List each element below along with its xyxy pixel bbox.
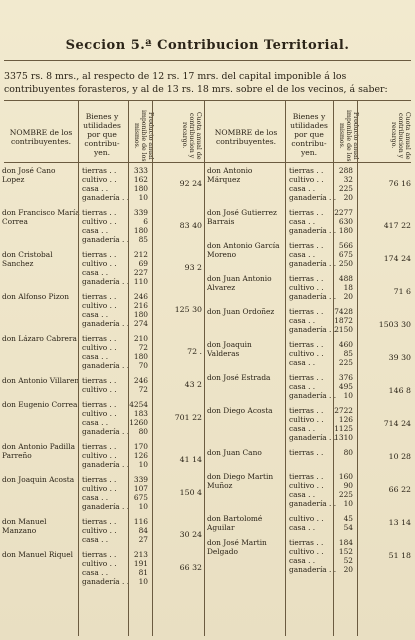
asset-label: casa . . [82,568,109,577]
asset-value: 225 [338,490,353,499]
right-contributor-row [207,472,413,508]
asset-label: casa . . [82,493,109,502]
contributor-name: don Manuel Riquel [2,550,74,559]
asset-value: 107 [133,484,148,493]
right-col-name-header: NOMBRE de los contribuyentes. [214,128,278,146]
quota-value: 174 24 [383,254,411,263]
contributor-name: don Juan Ordoñez [207,307,275,316]
asset-value: 45 [343,514,353,523]
quota-value: 41 14 [179,455,202,464]
left-contributor-row [2,292,204,328]
asset-value: 90 [343,481,353,490]
asset-value: 333 [133,166,148,175]
asset-label: tierras . . [82,550,117,559]
asset-label: tierras . . [289,448,324,457]
asset-value: 72 [138,343,148,352]
asset-label: tierras . . [82,250,117,259]
asset-label: cultivo . . [82,301,117,310]
quota-value: 43 2 [184,380,202,389]
right-contributor-row [207,241,413,268]
asset-value: 566 [338,241,353,250]
asset-value: 180 [133,184,148,193]
asset-value: 160 [338,472,353,481]
asset-label: tierras . . [289,538,324,547]
asset-label: ganadería . . [289,292,337,301]
quota-value: 1503 30 [378,320,411,329]
asset-value: 54 [343,523,353,532]
asset-value: 85 [343,349,353,358]
title-rule [4,60,411,61]
asset-value: 4254 [129,400,148,409]
asset-value: 288 [338,166,353,175]
asset-label: tierras . . [82,376,117,385]
asset-label: casa . . [82,226,109,235]
asset-value: 191 [133,559,148,568]
asset-value: 246 [133,292,148,301]
contributor-name: don Manuel Manzano [2,517,47,535]
asset-value: 52 [343,556,353,565]
asset-value: 2150 [334,325,353,334]
asset-label: casa . . [82,310,109,319]
asset-value: 80 [138,427,148,436]
asset-label: ganadería . . [82,460,130,469]
contributor-name: don José Martin Delgado [207,538,267,556]
asset-label: tierras . . [82,208,117,217]
asset-label: tierras . . [82,334,117,343]
contributor-name: don Bartolomé Aguilar [207,514,263,532]
asset-label: cultivo . . [289,547,324,556]
asset-value: 212 [133,250,148,259]
asset-label: ganadería . . [82,235,130,244]
asset-value: 27 [138,535,148,544]
intro-paragraph: 3375 rs. 8 mrs., al respecto de 12 rs. 17 mrs. del capital imponible á los contribuyentes forasteros, y al de 13 rs. 18 mrs. sobre el de los vecinos, á saber: [4,71,388,95]
asset-label: ganadería . . [289,259,337,268]
asset-label: cultivo . . [82,484,117,493]
contributor-name: don Diego Acosta [207,406,273,415]
left-col-bienes-header: Bienes y utilidades por que contribu-yen. [83,112,121,157]
quota-value: 92 24 [179,179,202,188]
asset-value: 126 [338,415,353,424]
asset-label: ganadería . . [289,433,337,442]
asset-value: 184 [338,538,353,547]
asset-label: cultivo . . [82,217,117,226]
left-contributor-row [2,475,204,511]
right-contributor-row [207,274,413,301]
quota-value: 150 4 [179,488,202,497]
contributor-name: don José Cano Lopez [2,166,56,184]
asset-label: tierras . . [289,166,324,175]
asset-value: 376 [338,373,353,382]
quota-value: 701 22 [174,413,202,422]
asset-label: cultivo . . [82,526,117,535]
asset-value: 10 [138,460,148,469]
asset-value: 152 [338,547,353,556]
asset-label: tierras . . [289,472,324,481]
asset-value: 81 [138,568,148,577]
asset-label: ganadería . . [289,226,337,235]
quota-value: 51 18 [388,551,411,560]
right-contributor-row [207,538,413,574]
asset-value: 250 [338,259,353,268]
center-divider [204,100,205,636]
asset-label: casa . . [289,250,316,259]
asset-label: cultivo . . [289,349,324,358]
asset-label: casa . . [289,382,316,391]
left-contributor-row [2,334,204,370]
quota-value: 39 30 [388,353,411,362]
asset-value: 116 [133,517,148,526]
asset-value: 69 [138,259,148,268]
asset-value: 1125 [334,424,353,433]
asset-label: casa . . [82,535,109,544]
asset-value: 225 [338,358,353,367]
asset-value: 675 [133,493,148,502]
asset-value: 170 [133,442,148,451]
asset-value: 10 [138,502,148,511]
asset-label: tierras . . [82,517,117,526]
contributor-name: don Juan Cano [207,448,262,457]
left-col-divider [152,100,153,636]
asset-value: 213 [133,550,148,559]
asset-label: casa . . [289,424,316,433]
contributor-name: don Antonio Villaren [2,376,80,385]
asset-label: ganadería . . [289,391,337,400]
right-contributor-row [207,340,413,367]
asset-value: 495 [338,382,353,391]
asset-value: 20 [343,292,353,301]
asset-label: casa . . [289,523,316,532]
quota-value: 146 8 [388,386,411,395]
asset-label: casa . . [82,418,109,427]
contributor-name: don Antonio Padilla Parreño [2,442,76,460]
asset-value: 10 [138,193,148,202]
asset-value: 110 [133,277,148,286]
asset-value: 6 [143,217,148,226]
asset-value: 85 [138,235,148,244]
asset-value: 274 [133,319,148,328]
right-contributor-row [207,307,413,334]
asset-value: 18 [343,283,353,292]
left-contributor-row [2,517,204,544]
asset-value: 1260 [129,418,148,427]
asset-label: casa . . [289,556,316,565]
quota-value: 83 40 [179,221,202,230]
contributor-name: don José Estrada [207,373,271,382]
contributor-name: don Eugenio Correa [2,400,78,409]
asset-value: 180 [133,310,148,319]
asset-label: tierras . . [289,340,324,349]
contributor-name: don José Gutierrez Barrais [207,208,277,226]
asset-label: casa . . [82,268,109,277]
asset-value: 70 [138,361,148,370]
contributor-name: don Francisco María Correa [2,208,80,226]
quota-value: 417 22 [383,221,411,230]
quota-value: 30 24 [179,530,202,539]
asset-value: 20 [343,565,353,574]
quota-value: 714 24 [383,419,411,428]
asset-value: 84 [138,526,148,535]
left-contributor-row [2,376,204,394]
contributor-name: don Antonio Márquez [207,166,253,184]
left-contributor-row [2,400,204,436]
quota-value: 71 6 [393,287,411,296]
asset-label: tierras . . [82,166,117,175]
quota-value: 93 2 [184,263,202,272]
contributor-name: don Antonio García Moreno [207,241,280,259]
contributor-name: don Alfonso Pizon [2,292,69,301]
asset-label: cultivo . . [82,409,117,418]
quota-value: 66 22 [388,485,411,494]
asset-value: 162 [133,175,148,184]
asset-label: ganadería . . [82,427,130,436]
asset-label: cultivo . . [289,175,324,184]
asset-label: cultivo . . [289,415,324,424]
asset-label: tierras . . [289,274,324,283]
right-contributor-row [207,373,413,400]
asset-label: ganadería . . [82,193,130,202]
asset-label: cultivo . . [289,283,324,292]
quota-value: 125 30 [174,305,202,314]
asset-value: 488 [338,274,353,283]
asset-value: 180 [133,352,148,361]
right-contributor-row [207,448,413,466]
left-contributor-row [2,208,204,244]
asset-label: casa . . [289,316,316,325]
asset-label: cultivo . . [82,385,117,394]
asset-label: cultivo . . [289,481,324,490]
asset-label: cultivo . . [82,559,117,568]
asset-value: 20 [343,193,353,202]
asset-value: 1872 [334,316,353,325]
asset-label: tierras . . [289,241,324,250]
asset-label: ganadería . . [82,502,130,511]
left-contributor-row [2,442,204,469]
quota-value: 76 16 [388,179,411,188]
right-contributor-row [207,166,413,202]
asset-value: 72 [138,385,148,394]
asset-value: 216 [133,301,148,310]
asset-value: 210 [133,334,148,343]
asset-label: tierras . . [289,406,324,415]
asset-label: casa . . [82,184,109,193]
asset-value: 246 [133,376,148,385]
asset-label: casa . . [289,217,316,226]
right-contributor-row [207,514,413,532]
asset-label: cultivo . . [289,514,324,523]
asset-label: tierras . . [82,475,117,484]
left-contributor-row [2,250,204,286]
asset-value: 339 [133,208,148,217]
asset-label: cultivo . . [82,175,117,184]
right-contributor-row [207,406,413,442]
asset-value: 183 [133,409,148,418]
asset-label: cultivo . . [82,451,117,460]
asset-value: 630 [338,217,353,226]
asset-value: 2277 [334,208,353,217]
asset-label: ganadería . . [82,277,130,286]
asset-label: ganadería . . [82,361,130,370]
asset-label: ganadería . . [82,319,130,328]
asset-label: cultivo . . [82,343,117,352]
quota-value: 10 28 [388,452,411,461]
quota-value: 72 . [187,347,202,356]
left-col-cuota-header: Cuota anual de contribucion y recargo. [181,111,202,160]
right-contributor-row [207,208,413,235]
right-col-divider [357,100,358,636]
left-contributor-row [2,166,204,202]
asset-value: 32 [343,175,353,184]
asset-value: 227 [133,268,148,277]
asset-value: 126 [133,451,148,460]
asset-value: 180 [338,226,353,235]
right-col-divider [333,100,334,636]
header-top-rule [4,100,411,101]
asset-label: tierras . . [82,400,117,409]
asset-label: ganadería . . [289,499,337,508]
right-col-divider [285,100,286,636]
left-col-divider [78,100,79,636]
asset-label: casa . . [82,352,109,361]
page-title: Seccion 5.ª Contribucion Territorial. [65,38,350,53]
asset-value: 460 [338,340,353,349]
asset-value: 10 [343,391,353,400]
asset-label: tierras . . [82,292,117,301]
asset-label: ganadería . . [289,565,337,574]
asset-value: 1310 [334,433,353,442]
asset-value: 10 [138,577,148,586]
asset-label: tierras . . [289,208,324,217]
asset-label: ganadería . . [289,193,337,202]
asset-label: tierras . . [82,442,117,451]
contributor-name: don Juan Antonio Alvarez [207,274,272,292]
contributor-name: don Joaquin Acosta [2,475,75,484]
asset-value: 7428 [334,307,353,316]
asset-value: 339 [133,475,148,484]
asset-value: 675 [338,250,353,259]
left-col-name-header: NOMBRE de los contribuyentes. [9,128,73,146]
left-col-divider [128,100,129,636]
asset-label: casa . . [289,490,316,499]
quota-value: 66 32 [179,563,202,572]
asset-label: ganadería . . [82,577,130,586]
asset-value: 2722 [334,406,353,415]
asset-value: 180 [133,226,148,235]
left-col-producto-header: Producto anual imponible de los mismos. [133,109,154,162]
asset-label: ganadería . . [289,325,337,334]
right-col-cuota-header: Cuota anual de contribucion y recargo. [390,111,411,160]
asset-label: tierras . . [289,373,324,382]
asset-label: cultivo . . [82,259,117,268]
asset-value: 225 [338,184,353,193]
contributor-name: don Diego Martin Muñoz [207,472,274,490]
quota-value: 13 14 [388,518,411,527]
asset-value: 10 [343,499,353,508]
left-contributor-row [2,550,204,586]
asset-label: casa . . [289,184,316,193]
right-col-producto-header: Producto anual imponible de los mismos. [338,109,359,162]
right-col-bienes-header: Bienes y utilidades por que contribu-yen. [290,112,328,157]
contributor-name: don Lázaro Cabrera [2,334,77,343]
asset-value: 80 [343,448,353,457]
asset-label: casa . . [289,358,316,367]
asset-label: tierras . . [289,307,324,316]
contributor-name: don Cristobal Sanchez [2,250,53,268]
contributor-name: don Joaquin Valderas [207,340,252,358]
